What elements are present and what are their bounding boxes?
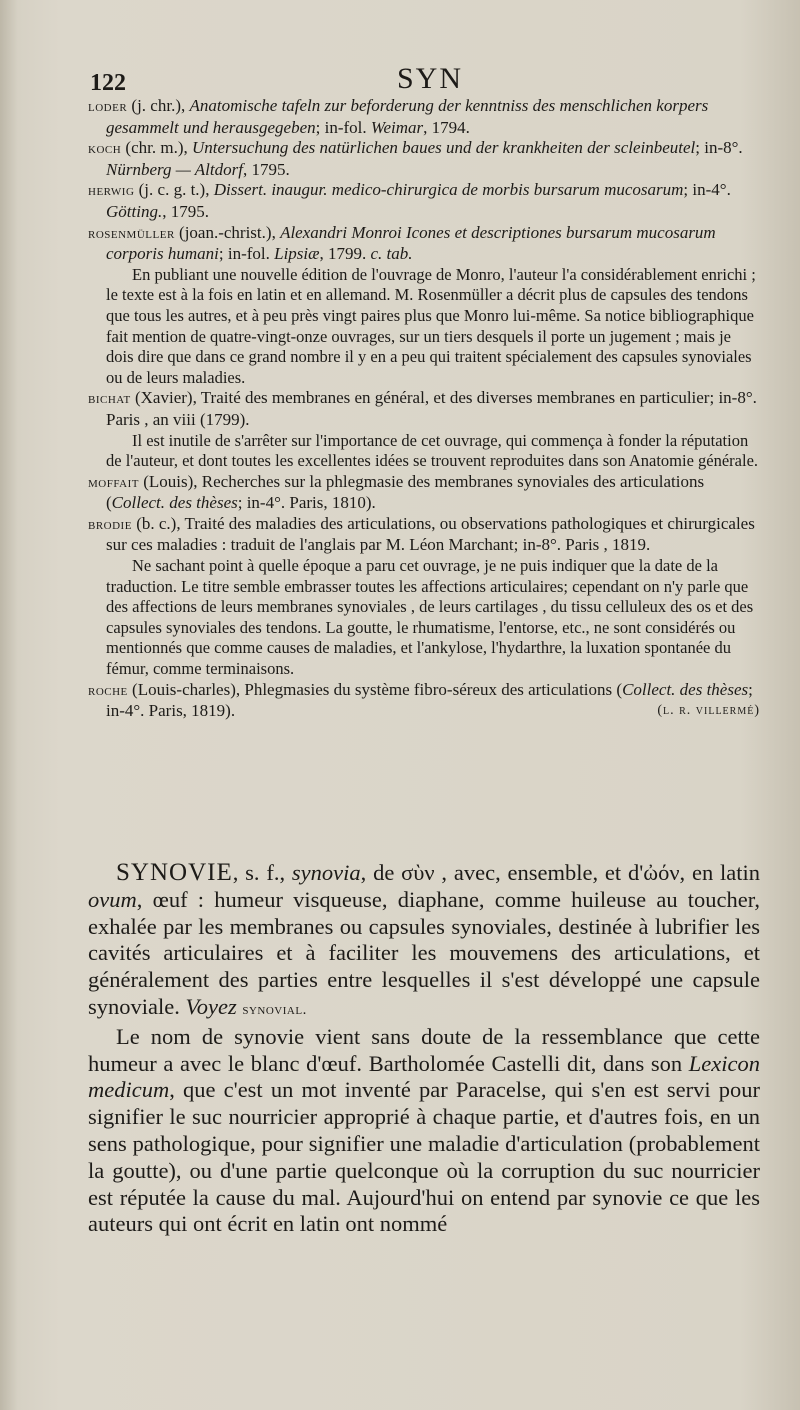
entry-year: , 1799. xyxy=(319,244,367,264)
entry-author: koch xyxy=(88,141,122,158)
entry-city: Nürnberg — Altdorf xyxy=(106,159,243,179)
article-text: , s. f., xyxy=(232,860,292,885)
entry-text: , Recherches sur la phlegmasie des membranes synoviales des articulations ( xyxy=(106,471,705,513)
article-text: , que c'est un mot inventé par Paracelse, qui s'en est servi pour signifier le suc nourricier approprié à chaque partie, et d'autres fois, en un sens pathologique, pour signifier une maladie d'articulation (probablement la goutte), ou d'une partie quelconque où la corruption du suc nourricier est réputée la cause du mal. Aujourd'hui on entend par synovie ce que les auteurs qui ont écrit en latin ont nommé xyxy=(88,1077,760,1237)
entry-author: herwig xyxy=(88,183,135,200)
entry-year: , 1794. xyxy=(423,117,470,137)
entry-author-paren: (j. c. g. t.) xyxy=(138,180,206,200)
page-header xyxy=(90,62,770,98)
page-number: 122 xyxy=(90,70,126,96)
article-paragraph-1 xyxy=(88,860,760,1024)
biblio-entry-rosenmuller: rosenmüller (joan.-christ.), Alexandri Monroi Icones et descriptiones bursarum mucosarum corporis humani; in-fol. Lipsiæ, 1799. c. tab. xyxy=(88,222,716,264)
entry-text-end: ; in-4°. Paris, 1819). xyxy=(106,679,753,721)
entry-text: , Phlegmasies du système fibro-séreux des articulations ( xyxy=(235,679,623,699)
cross-reference: synovial. xyxy=(242,1001,307,1018)
article-text: Le nom de synovie vient sans doute de la ressemblance que cette humeur a avec le blanc d'œuf. Bartholomée Castelli dit, dans son xyxy=(88,1023,760,1076)
book-title: Lexicon medicum xyxy=(88,1050,760,1103)
entry-title: Untersuchung des natürlichen baues und der krankheiten der scleinbeutel xyxy=(192,138,696,158)
entry-extra: c. tab. xyxy=(370,244,413,264)
article-paragraph-2 xyxy=(88,1024,760,1238)
entry-author: roche xyxy=(88,682,128,699)
bibliography xyxy=(88,96,760,722)
entry-series: Collect. des thèses xyxy=(622,679,749,699)
entry-author-paren: (j. chr.) xyxy=(131,96,181,115)
entry-author: rosenmüller xyxy=(88,225,175,242)
entry-text: , Traité des membranes en général, et des diverses membranes en particulier; in-8°. Paris , an viii (1799). xyxy=(106,388,757,429)
note-brodie: Ne sachant point à quelle époque a paru cet ouvrage, je ne puis indiquer que la date de la traduction. Le titre semble embrasser toutes les affections articulaires; cependant on n'y parle que des affections de leurs membranes synoviales , de leurs cartilages , du tissu celluleux des os et des capsules synoviales des tendons. La goutte, le rhumatisme, l'entorse, etc., ne sont considérés ou mentionnés que comme causes de maladies, et l'ankylose, l'hydarthre, la luxation spontanée du fémur, comme terminaisons. xyxy=(106,556,754,679)
article-text: , de σὺν , avec, ensemble, et d'ὠόν, en latin xyxy=(360,860,760,885)
biblio-entry-herwig: herwig (j. c. g. t.), Dissert. inaugur. medico-chirurgica de morbis bursarum mucosarum; in-4°. Götting., 1795. xyxy=(88,180,731,221)
entry-author-paren: (joan.-christ.) xyxy=(179,222,272,242)
biblio-entry-brodie xyxy=(88,514,760,556)
entry-author-paren: (chr. m.) xyxy=(125,138,184,158)
entry-author-paren: (Xavier) xyxy=(134,388,193,408)
entry-author: moffait xyxy=(88,474,139,491)
latin-term: synovia xyxy=(291,860,361,885)
entry-text-end: ; in-4°. Paris, 1810). xyxy=(237,493,376,513)
running-head: SYN xyxy=(396,62,463,95)
note-rosenmuller: En publiant une nouvelle édition de l'ouvrage de Monro, l'auteur l'a considérablement enrichi ; le texte est à la fois en latin et en allemand. M. Rosenmüller a décrit plus de capsules des tendons que tous les autres, et à peu près vingt paires plus que Monro lui-même. Sa notice bibliographique fait mention de quatre-vingt-onze ouvrages, sur un tiers desquels il porte un jugement ; mais je dois dire que dans ce grand nombre il y en a peu qui traitent spécialement des capsules synoviales ou de leurs maladies. xyxy=(106,264,756,387)
entry-title: Anatomische tafeln zur beforderung der kenntniss des menschlichen korpers gesammelt und herausgegeben xyxy=(106,96,709,137)
entry-title: Dissert. inaugur. medico-chirurgica de morbis bursarum mucosarum xyxy=(213,180,684,200)
entry-author: brodie xyxy=(88,516,132,533)
biblio-entry-moffait xyxy=(88,472,760,514)
article-synovie xyxy=(88,860,760,1238)
entry-details: ; in-4°. xyxy=(683,180,731,200)
note-bichat: Il est inutile de s'arrêter sur l'importance de cet ouvrage, qui commença à fonder la réputation de l'auteur, et dont toutes les excellentes idées se trouvent reproduites dans son Anatomie générale. xyxy=(106,430,759,471)
latin-term: ovum xyxy=(88,886,137,912)
biblio-entry-loder: loder (j. chr.), Anatomische tafeln zur beforderung der kenntniss des menschlichen korpers gesammelt und herausgegeben; in-fol. Weimar, 1794. xyxy=(88,96,709,137)
headword: SYNOVIE xyxy=(116,859,233,886)
entry-author-paren: (b. c.) xyxy=(136,513,177,533)
entry-title: Alexandri Monroi Icones et descriptiones bursarum mucosarum corporis humani xyxy=(106,222,716,264)
entry-year: , 1795. xyxy=(162,201,209,221)
entry-details: ; in-8°. xyxy=(695,138,743,158)
article-text: , œuf : humeur visqueuse, diaphane, comme huileuse au toucher, exhalée par les membranes ou capsules synoviales, destinée à lubrifier les cavités articulaires et à faciliter les mouvemens des articulations, et généralement des parties entre lesquelles il s'est développé une capsule synoviale. xyxy=(88,886,760,1019)
entry-city: Weimar xyxy=(370,117,424,137)
biblio-entry-koch: koch (chr. m.), Untersuchung des natürlichen baues und der krankheiten der scleinbeutel; in-8°. Nürnberg — Altdorf, 1795. xyxy=(88,138,743,179)
entry-author: loder xyxy=(88,99,128,115)
entry-series: Collect. des thèses xyxy=(111,493,238,513)
entry-text: , Traité des maladies des articulations, ou observations pathologiques et chirurgicales sur ces maladies : traduit de l'anglais par M. Léon Marchant; in-8°. Paris , 1819. xyxy=(106,513,755,555)
entry-details: ; in-fol. xyxy=(218,244,270,264)
entry-city: Götting. xyxy=(106,201,163,221)
entry-city: Lipsiæ xyxy=(274,244,320,264)
see-also-label: Voyez xyxy=(185,993,237,1019)
entry-details: ; in-fol. xyxy=(315,117,367,137)
entry-author-paren: (Louis) xyxy=(143,471,194,491)
author-signature: (l. r. villermé) xyxy=(657,703,760,719)
entry-author: bichat xyxy=(88,391,131,408)
entry-year: , 1795. xyxy=(242,159,290,179)
biblio-entry-bichat xyxy=(88,388,760,430)
entry-author-paren: (Louis-charles) xyxy=(132,679,236,699)
biblio-entry-roche xyxy=(88,680,760,722)
